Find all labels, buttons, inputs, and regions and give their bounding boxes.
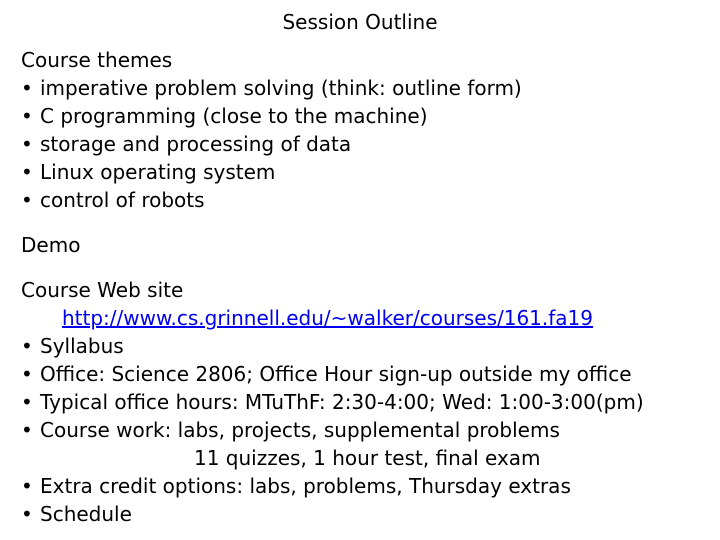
website-item-office-hours	[21, 389, 644, 415]
demo-heading: Demo	[21, 233, 81, 257]
theme-item-imperative	[21, 75, 522, 101]
bullet: •	[21, 390, 33, 414]
bullet: •	[21, 188, 33, 212]
course-url-link[interactable]: http://www.cs.grinnell.edu/~walker/courses/161.fa19	[62, 306, 594, 330]
website-item-label: Schedule	[40, 502, 132, 526]
bullet: •	[21, 76, 33, 100]
slide-title: Session Outline	[282, 10, 438, 34]
website-item-label: Typical office hours: MTuThF: 2:30-4:00; Wed: 1:00-3:00(pm)	[40, 390, 644, 414]
course-work-continuation: 11 quizzes, 1 hour test, final exam	[194, 446, 541, 470]
theme-item-c-programming	[21, 103, 428, 129]
bullet: •	[21, 362, 33, 386]
website-item-extra-credit	[21, 473, 571, 499]
theme-item-robots	[21, 187, 205, 213]
theme-item-storage	[21, 131, 351, 157]
website-item-course-work	[21, 417, 560, 443]
website-item-label: Office: Science 2806; Office Hour sign-up outside my office	[40, 362, 632, 386]
theme-item-label: Linux operating system	[40, 160, 276, 184]
theme-item-linux	[21, 159, 275, 185]
bullet: •	[21, 418, 33, 442]
website-item-office	[21, 361, 632, 387]
theme-item-label: control of robots	[40, 188, 205, 212]
bullet: •	[21, 104, 33, 128]
course-themes-heading: Course themes	[21, 48, 173, 72]
theme-item-label: storage and processing of data	[40, 132, 352, 156]
website-item-schedule	[21, 501, 132, 527]
website-item-label: Syllabus	[40, 334, 124, 358]
bullet: •	[21, 474, 33, 498]
bullet: •	[21, 502, 33, 526]
bullet: •	[21, 334, 33, 358]
bullet: •	[21, 160, 33, 184]
theme-item-label: C programming (close to the machine)	[40, 104, 428, 128]
course-url-line	[62, 305, 593, 331]
website-item-label: Course work: labs, projects, supplemental problems	[40, 418, 560, 442]
bullet: •	[21, 132, 33, 156]
theme-item-label: imperative problem solving (think: outline form)	[40, 76, 522, 100]
website-item-syllabus	[21, 333, 124, 359]
website-item-label: Extra credit options: labs, problems, Thursday extras	[40, 474, 571, 498]
course-web-site-heading: Course Web site	[21, 278, 184, 302]
